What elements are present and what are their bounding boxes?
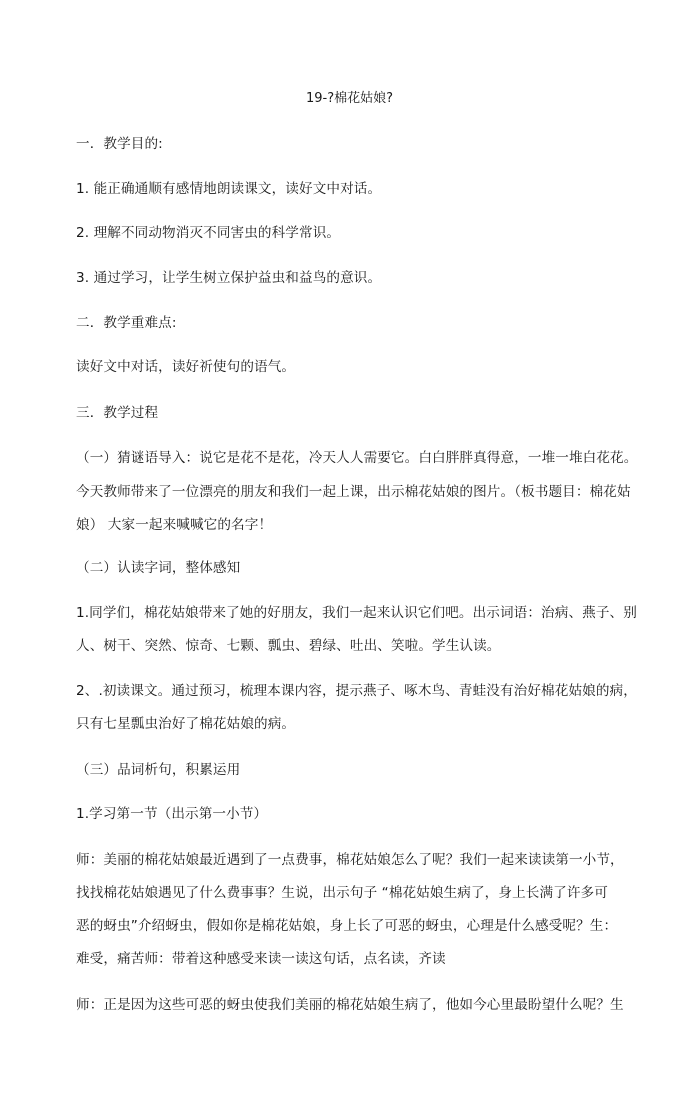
document-title: 19-?棉花姑娘? — [305, 91, 394, 106]
paragraph-line: 1.学习第一节（出示第一小节） — [76, 806, 268, 822]
subsection-heading-analysis: （三）品词析句，积累运用 — [76, 762, 241, 778]
subsection-heading-words: （二）认读字词，整体感知 — [76, 560, 241, 576]
paragraph-line: 1.同学们，棉花姑娘带来了她的好朋友，我们一起来认识它们吧。出示词语：治病、燕子、别 — [76, 605, 637, 621]
objective-item-3: 3. 通过学习，让学生树立保护益虫和益鸟的意识。 — [76, 270, 382, 286]
paragraph-line: 只有七星瓢虫治好了棉花姑娘的病。 — [76, 716, 296, 732]
objective-item-2: 2. 理解不同动物消灭不同害虫的科学常识。 — [76, 225, 341, 241]
section-heading-objectives: 一．教学目的: — [76, 136, 163, 152]
paragraph-line: 人、树干、突然、惊奇、七颗、瓢虫、碧绿、吐出、笑啦。学生认读。 — [76, 638, 501, 654]
section-heading-key-points: 二．教学重难点: — [76, 315, 177, 331]
paragraph-line: 难受，痛苦师：带着这种感受来读一读这句话，点名读，齐读 — [76, 951, 446, 967]
paragraph-line: 师：美丽的棉花姑娘最近遇到了一点费事，棉花姑娘怎么了呢？我们一起来读读第一小节， — [76, 852, 624, 868]
paragraph-line: 师：正是因为这些可恶的蚜虫使我们美丽的棉花姑娘生病了，他如今心里最盼望什么呢？生 — [76, 997, 624, 1013]
objective-item-1: 1. 能正确通顺有感情地朗读课文，读好文中对话。 — [76, 181, 382, 197]
key-points-text: 读好文中对话，读好祈使句的语气。 — [76, 359, 296, 375]
paragraph-line: （一）猜谜语导入：说它是花不是花，冷天人人需要它。白白胖胖真得意，一堆一堆白花花。 — [76, 450, 638, 466]
paragraph-line: 今天教师带来了一位漂亮的朋友和我们一起上课，出示棉花姑娘的图片。（板书题目：棉花姑 — [76, 484, 631, 500]
section-heading-process: 三．教学过程 — [76, 405, 159, 421]
paragraph-line: 娘） 大家一起来喊喊它的名字！ — [76, 517, 273, 533]
paragraph-line: 找找棉花姑娘遇见了什么费事事？生说，出示句子 “棉花姑娘生病了，身上长满了许多可 — [76, 885, 608, 901]
paragraph-line: 恶的蚜虫”介绍蚜虫，假如你是棉花姑娘，身上长了可恶的蚜虫，心理是什么感受呢？生： — [76, 918, 618, 934]
paragraph-line: 2、.初读课文。通过预习，梳理本课内容，提示燕子、啄木鸟、青蛙没有治好棉花姑娘的病， — [76, 683, 637, 699]
